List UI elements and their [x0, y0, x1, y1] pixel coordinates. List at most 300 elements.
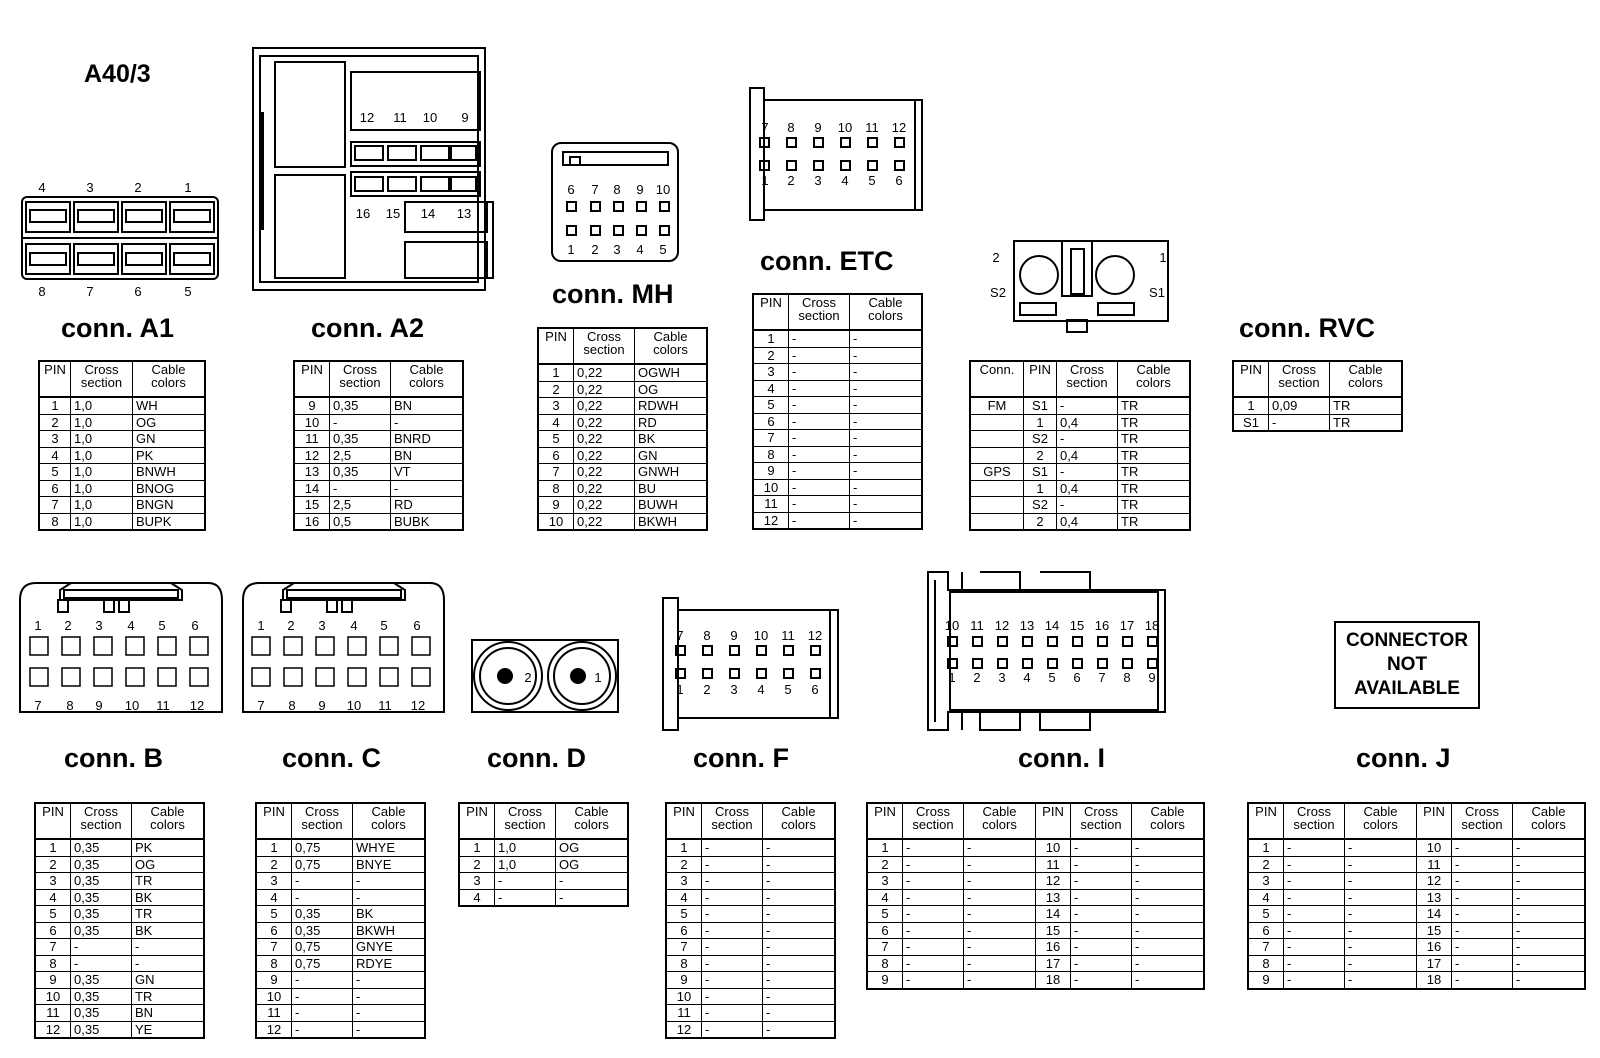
table-cell: 2 [39, 414, 71, 431]
table-cell: - [850, 463, 923, 480]
table-cell: - [850, 479, 923, 496]
conn-b-title: conn. B [64, 743, 163, 773]
table-cell: - [763, 906, 836, 923]
conn-i-pin-table [866, 802, 1205, 990]
table-row [459, 839, 628, 856]
table-cell: - [1132, 856, 1205, 873]
table-cell: BN [132, 1005, 205, 1022]
table-cell: 7 [753, 430, 789, 447]
table-cell: TR [1118, 513, 1191, 530]
table-cell: BKWH [635, 513, 708, 530]
pin-number-label: 10 [124, 698, 140, 713]
pin-number-label: 4 [38, 180, 46, 195]
table-row [753, 463, 922, 480]
table-row [867, 955, 1204, 972]
table-cell: - [1071, 856, 1132, 873]
table-cell: - [330, 414, 391, 431]
table-cell: - [789, 430, 850, 447]
table-cell: - [132, 955, 205, 972]
table-cell: - [850, 512, 923, 529]
table-cell: - [1345, 955, 1417, 972]
table-cell: - [391, 414, 464, 431]
table-header-cell: Cable colors [556, 803, 629, 839]
table-cell: - [1452, 856, 1513, 873]
table-cell: 5 [39, 464, 71, 481]
na-line-1: CONNECTOR [1345, 630, 1469, 651]
table-row [35, 988, 204, 1005]
table-cell: 1 [1233, 397, 1269, 414]
table-row [538, 381, 707, 398]
table-cell: BUBK [391, 513, 464, 530]
table-cell: 0,22 [574, 464, 635, 481]
table-cell: 18 [1036, 972, 1071, 989]
table-cell: 0,35 [71, 839, 132, 856]
table-row [666, 955, 835, 972]
pin-number-label: 3 [730, 682, 738, 697]
table-cell: BNYE [353, 856, 426, 873]
conn-j-pin-table [1247, 802, 1586, 990]
table-row [753, 413, 922, 430]
table-cell: - [1452, 922, 1513, 939]
table-cell [970, 480, 1024, 497]
pin-number-label: 5 [184, 284, 192, 299]
pin-number-label: 2 [703, 682, 711, 697]
table-cell: - [1513, 906, 1586, 923]
pin-number-label: 16 [355, 206, 371, 221]
table-cell: - [1071, 972, 1132, 989]
table-cell: PK [132, 839, 205, 856]
table-row [753, 479, 922, 496]
table-cell: - [292, 1021, 353, 1038]
pin-number-label: 7 [86, 284, 94, 299]
pin-number-label: 2 [287, 618, 295, 633]
table-cell [970, 497, 1024, 514]
conn-f-pin-table [665, 802, 836, 1039]
table-header-cell: Cable colors [1513, 803, 1586, 839]
na-line-3: AVAILABLE [1354, 678, 1460, 699]
pin-number-label: 14 [1044, 618, 1060, 633]
table-cell: 1,0 [71, 464, 133, 481]
table-cell: 13 [1417, 889, 1452, 906]
table-header-cell: Cross section [292, 803, 353, 839]
table-cell: - [1284, 906, 1345, 923]
table-cell: TR [1118, 497, 1191, 514]
table-row [35, 955, 204, 972]
table-row [256, 988, 425, 1005]
table-cell: - [789, 397, 850, 414]
table-row [867, 856, 1204, 873]
table-cell: - [1057, 431, 1118, 448]
table-cell: 1 [867, 839, 903, 856]
table-cell: 10 [35, 988, 71, 1005]
table-cell: - [1345, 939, 1417, 956]
pin-number-label: S1 [1149, 285, 1165, 300]
table-cell: 11 [666, 1005, 702, 1022]
table-row [753, 347, 922, 364]
table-cell: 5 [867, 906, 903, 923]
table-row [39, 513, 205, 530]
table-cell: - [903, 955, 964, 972]
pin-number-label: 9 [814, 120, 822, 135]
table-cell: 0,22 [574, 398, 635, 415]
table-row [1248, 856, 1585, 873]
pin-number-label: 3 [95, 618, 103, 633]
pin-number-label: 7 [257, 698, 265, 713]
pin-number-label: 5 [1048, 670, 1056, 685]
table-cell: - [964, 856, 1036, 873]
table-cell: - [1345, 906, 1417, 923]
pin-number-label: 4 [636, 242, 644, 257]
table-row [538, 464, 707, 481]
table-row [753, 397, 922, 414]
table-cell: - [964, 839, 1036, 856]
table-cell: - [1452, 972, 1513, 989]
table-cell: - [1345, 889, 1417, 906]
pin-number-label: 3 [814, 173, 822, 188]
conn-b-pin-table [34, 802, 205, 1039]
table-cell: - [763, 839, 836, 856]
table-row [970, 414, 1190, 431]
table-cell: - [903, 873, 964, 890]
table-cell: 7 [256, 939, 292, 956]
table-row [39, 431, 205, 448]
pin-number-label: 12 [891, 120, 907, 135]
table-cell: - [1284, 955, 1345, 972]
table-cell: 2 [753, 347, 789, 364]
table-cell: - [292, 873, 353, 890]
table-row [666, 1005, 835, 1022]
table-header-cell: Cable colors [133, 361, 206, 397]
pin-number-label: 1 [567, 242, 575, 257]
table-cell: OG [133, 414, 206, 431]
table-cell: 0,35 [330, 431, 391, 448]
table-cell: - [1345, 839, 1417, 856]
table-cell: - [763, 922, 836, 939]
table-row [1248, 906, 1585, 923]
pin-number-label: 2 [591, 242, 599, 257]
table-cell: 1 [753, 330, 789, 347]
table-row [666, 873, 835, 890]
table-cell: - [1345, 922, 1417, 939]
table-cell: - [292, 889, 353, 906]
table-row [666, 972, 835, 989]
table-row [294, 513, 463, 530]
pin-number-label: 1 [594, 670, 602, 685]
table-cell: WHYE [353, 839, 426, 856]
table-cell: - [702, 856, 763, 873]
table-cell: 1 [459, 839, 495, 856]
table-cell: 11 [1036, 856, 1071, 873]
table-cell: 0,35 [71, 922, 132, 939]
table-cell: 0,4 [1057, 414, 1118, 431]
table-row [666, 922, 835, 939]
table-header-cell: PIN [1233, 361, 1269, 397]
pin-number-label: 10 [346, 698, 362, 713]
table-cell: 5 [753, 397, 789, 414]
pin-number-label: 7 [1098, 670, 1106, 685]
table-cell: 9 [867, 972, 903, 989]
table-row [39, 414, 205, 431]
table-cell: 14 [294, 480, 330, 497]
table-cell: - [1269, 414, 1330, 431]
table-cell: - [702, 939, 763, 956]
table-cell: BNRD [391, 431, 464, 448]
table-cell: 0,75 [292, 955, 353, 972]
table-cell: - [353, 873, 426, 890]
table-cell: 1,0 [71, 431, 133, 448]
conn-mh-pin-table [537, 327, 708, 531]
table-cell: 1,0 [71, 397, 133, 414]
table-cell: - [1452, 955, 1513, 972]
table-header-cell: Cross section [1057, 361, 1118, 397]
pin-number-label: S2 [990, 285, 1006, 300]
table-cell: 16 [1417, 939, 1452, 956]
table-cell: 4 [35, 889, 71, 906]
table-header-cell: PIN [1024, 361, 1057, 397]
pin-number-label: 9 [730, 628, 738, 643]
table-cell: 11 [35, 1005, 71, 1022]
pin-number-label: 8 [787, 120, 795, 135]
table-cell: 14 [1036, 906, 1071, 923]
table-cell: TR [132, 873, 205, 890]
table-row [970, 513, 1190, 530]
table-cell: - [763, 856, 836, 873]
pin-number-label: 8 [1123, 670, 1131, 685]
table-row [256, 939, 425, 956]
table-cell: - [132, 939, 205, 956]
table-cell: - [789, 463, 850, 480]
table-cell: - [1452, 906, 1513, 923]
table-cell: BK [132, 922, 205, 939]
table-row [666, 839, 835, 856]
conn-fm-gps-pin-table [969, 360, 1191, 531]
pin-number-label: 4 [1023, 670, 1031, 685]
table-cell: 15 [294, 497, 330, 514]
table-cell: - [763, 988, 836, 1005]
table-cell: 15 [1417, 922, 1452, 939]
table-row [538, 513, 707, 530]
table-cell: 3 [256, 873, 292, 890]
table-header-cell: PIN [459, 803, 495, 839]
table-row [459, 856, 628, 873]
etc-connector-drawing [750, 88, 922, 220]
table-cell: 2 [1024, 513, 1057, 530]
table-row [1233, 414, 1402, 431]
table-cell: VT [391, 464, 464, 481]
table-cell: 8 [256, 955, 292, 972]
pin-number-label: 10 [837, 120, 853, 135]
table-row [753, 430, 922, 447]
table-row [294, 480, 463, 497]
table-cell: - [964, 922, 1036, 939]
table-cell: TR [1118, 397, 1191, 414]
table-header-cell: Cross section [1452, 803, 1513, 839]
table-cell: - [763, 972, 836, 989]
table-row [459, 873, 628, 890]
table-cell: - [1132, 922, 1205, 939]
table-cell: 3 [459, 873, 495, 890]
table-cell: - [353, 1005, 426, 1022]
table-row [538, 447, 707, 464]
table-cell: - [964, 955, 1036, 972]
pin-number-label: 14 [420, 206, 436, 221]
table-cell: 1 [1024, 480, 1057, 497]
pin-number-label: 13 [456, 206, 472, 221]
pin-number-label: 5 [784, 682, 792, 697]
table-cell: 18 [1417, 972, 1452, 989]
table-row [294, 431, 463, 448]
table-cell: 4 [256, 889, 292, 906]
table-cell: 1,0 [71, 480, 133, 497]
table-cell: - [391, 480, 464, 497]
table-cell: S2 [1024, 431, 1057, 448]
table-cell: - [702, 972, 763, 989]
table-header-cell: PIN [666, 803, 702, 839]
table-cell: 0,22 [574, 431, 635, 448]
table-cell: 1 [256, 839, 292, 856]
table-cell: OG [556, 839, 629, 856]
table-cell: GPS [970, 464, 1024, 481]
table-cell: 10 [538, 513, 574, 530]
table-cell: 11 [294, 431, 330, 448]
table-cell: - [763, 1021, 836, 1038]
table-cell: 4 [1248, 889, 1284, 906]
pin-number-label: 18 [1144, 618, 1160, 633]
table-row [35, 906, 204, 923]
table-cell: - [1513, 939, 1586, 956]
table-cell: 8 [666, 955, 702, 972]
table-row [1248, 939, 1585, 956]
table-cell: 6 [867, 922, 903, 939]
table-cell: 7 [538, 464, 574, 481]
table-cell: OG [132, 856, 205, 873]
table-row [35, 839, 204, 856]
pin-number-label: 12 [807, 628, 823, 643]
table-cell: BK [635, 431, 708, 448]
c-connector-drawing [243, 583, 444, 712]
table-row [666, 1021, 835, 1038]
table-cell: - [1284, 856, 1345, 873]
pin-number-label: 11 [393, 110, 407, 125]
table-header-cell: Cross section [702, 803, 763, 839]
pin-number-label: 3 [318, 618, 326, 633]
table-row [35, 1005, 204, 1022]
pin-number-label: 8 [66, 698, 74, 713]
table-cell: S1 [1024, 464, 1057, 481]
table-cell: - [850, 430, 923, 447]
table-cell: 0,35 [71, 972, 132, 989]
table-row [1233, 397, 1402, 414]
table-header-cell: PIN [39, 361, 71, 397]
table-header-cell: PIN [256, 803, 292, 839]
table-cell: 0,22 [574, 480, 635, 497]
table-header-cell: Cable colors [1345, 803, 1417, 839]
table-cell: 0,09 [1269, 397, 1330, 414]
table-cell: 3 [35, 873, 71, 890]
conn-rvc-pin-table [1232, 360, 1403, 432]
table-header-cell: PIN [538, 328, 574, 364]
table-cell: - [789, 364, 850, 381]
table-cell: - [763, 873, 836, 890]
table-cell: - [789, 446, 850, 463]
table-cell: - [850, 380, 923, 397]
pin-number-label: 9 [636, 182, 644, 197]
table-cell: - [1057, 397, 1118, 414]
table-row [753, 446, 922, 463]
table-row [39, 464, 205, 481]
table-cell: 12 [1036, 873, 1071, 890]
table-row [538, 414, 707, 431]
table-row [294, 497, 463, 514]
table-cell: 2 [256, 856, 292, 873]
table-cell: - [789, 512, 850, 529]
table-cell: - [789, 347, 850, 364]
pin-number-label: 15 [1069, 618, 1085, 633]
table-row [35, 939, 204, 956]
table-row [753, 496, 922, 513]
pin-number-label: 7 [34, 698, 42, 713]
table-row [256, 955, 425, 972]
table-cell: - [903, 856, 964, 873]
table-cell: - [1284, 972, 1345, 989]
table-cell: 1 [666, 839, 702, 856]
table-header-cell: PIN [294, 361, 330, 397]
a1-connector-drawing [22, 197, 218, 279]
table-cell: 12 [753, 512, 789, 529]
table-cell: - [903, 939, 964, 956]
table-cell: - [1513, 873, 1586, 890]
table-cell: BUPK [133, 513, 206, 530]
table-cell: - [1071, 955, 1132, 972]
table-cell: - [763, 955, 836, 972]
table-cell: RDWH [635, 398, 708, 415]
table-cell: 10 [753, 479, 789, 496]
table-cell: 1,0 [495, 839, 556, 856]
table-cell: - [1284, 873, 1345, 890]
pin-number-label: 3 [613, 242, 621, 257]
table-cell: 3 [867, 873, 903, 890]
table-row [970, 497, 1190, 514]
table-cell: 0,75 [292, 856, 353, 873]
pin-number-label: 9 [461, 110, 469, 125]
table-cell: TR [1118, 447, 1191, 464]
f-connector-drawing [663, 598, 838, 730]
table-cell: - [1071, 906, 1132, 923]
table-cell: 5 [256, 906, 292, 923]
table-cell: - [702, 906, 763, 923]
table-cell: - [1132, 972, 1205, 989]
table-cell: 13 [1036, 889, 1071, 906]
conn-d-title: conn. D [487, 743, 586, 773]
table-cell: TR [1118, 414, 1191, 431]
table-row [35, 972, 204, 989]
table-cell: BNOG [133, 480, 206, 497]
table-cell: BNWH [133, 464, 206, 481]
table-header-cell: Cable colors [763, 803, 836, 839]
table-row [35, 873, 204, 890]
conn-f-title: conn. F [693, 743, 789, 773]
pin-number-label: 15 [385, 206, 401, 221]
pin-number-label: 3 [86, 180, 94, 195]
table-header-cell: PIN [753, 294, 789, 330]
table-cell: 5 [1248, 906, 1284, 923]
table-cell: TR [1330, 397, 1403, 414]
table-cell: - [353, 972, 426, 989]
table-cell: 0,35 [71, 1021, 132, 1038]
table-cell: - [353, 988, 426, 1005]
table-cell: - [353, 1021, 426, 1038]
pin-number-label: 5 [659, 242, 667, 257]
